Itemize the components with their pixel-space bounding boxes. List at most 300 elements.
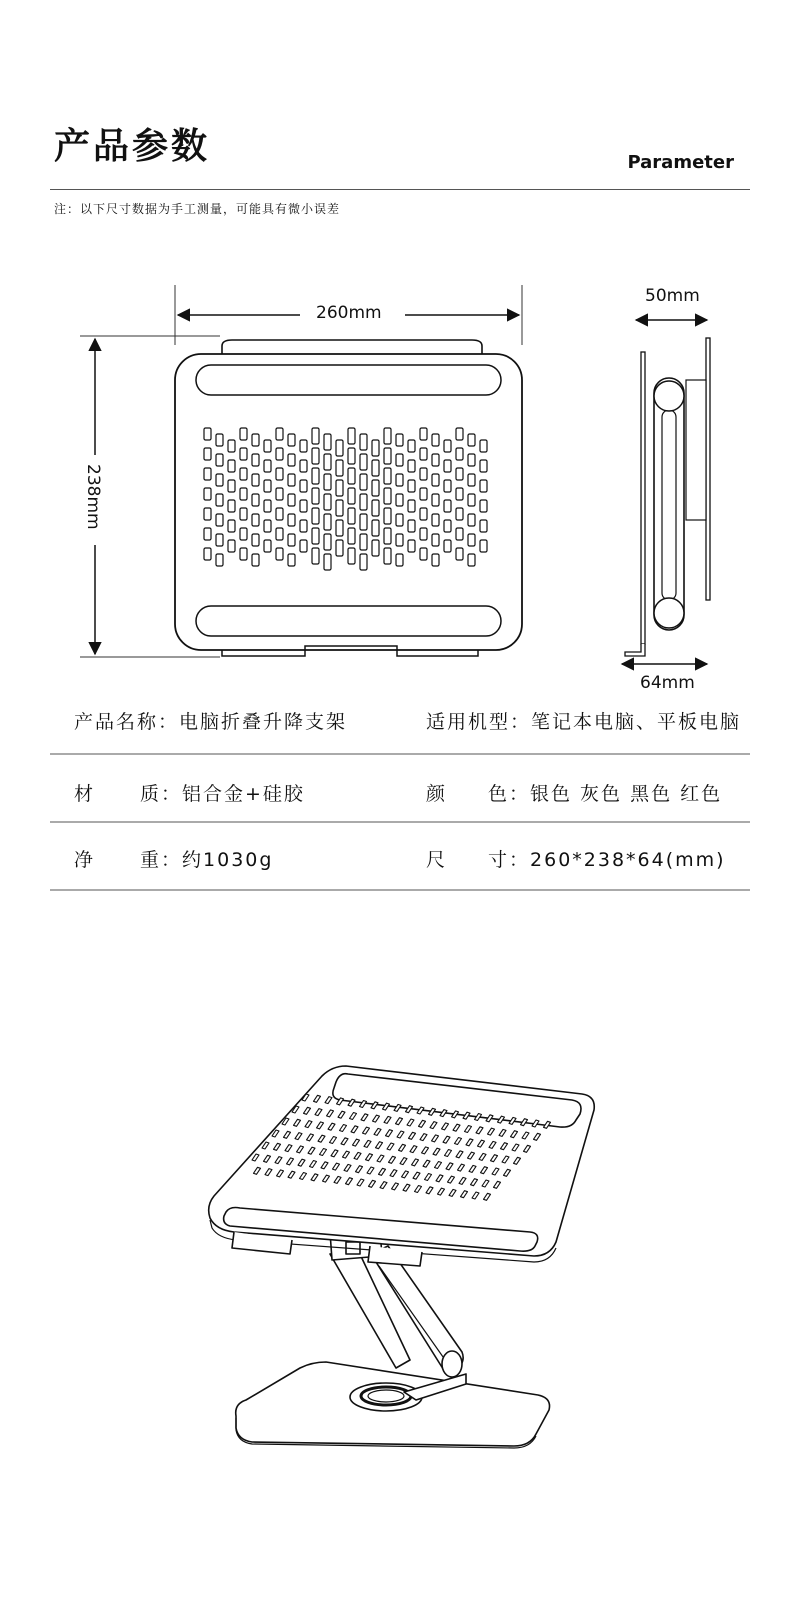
vent-hole (396, 474, 403, 486)
vent-hole (264, 440, 271, 452)
vent-hole (265, 1169, 272, 1176)
weight-label-b: 重： (140, 849, 183, 871)
vent-hole (320, 1149, 327, 1156)
weight-label-a: 净 (74, 849, 96, 871)
vent-hole (284, 1131, 291, 1138)
vent-hole (480, 520, 487, 532)
vent-hole (480, 460, 487, 472)
vent-hole (417, 1107, 424, 1114)
product-name-label: 产品名称： (74, 711, 180, 733)
vent-hole (408, 440, 415, 452)
vent-hole (348, 508, 355, 524)
vent-hole (468, 554, 475, 566)
vent-hole (336, 460, 343, 476)
vent-hole (397, 1131, 404, 1138)
vent-hole (252, 454, 259, 466)
vent-hole (372, 440, 379, 456)
vent-hole (387, 1143, 394, 1150)
vent-hole (403, 1184, 410, 1191)
vent-hole (372, 460, 379, 476)
vent-hole (386, 1130, 393, 1137)
vent-hole (377, 1155, 384, 1162)
vent-hole (396, 454, 403, 466)
vent-hole (456, 548, 463, 560)
vent-hole (408, 460, 415, 472)
vent-hole (444, 440, 451, 452)
vent-hole (480, 480, 487, 492)
vent-hole (512, 1144, 519, 1151)
vent-hole (310, 1161, 317, 1168)
vent-hole (348, 1099, 355, 1106)
vent-hole (360, 494, 367, 510)
vent-hole (216, 534, 223, 546)
vent-hole (456, 468, 463, 480)
vent-hole (372, 520, 379, 536)
compatible-models-label: 适用机型： (426, 711, 532, 733)
vent-hole (252, 474, 259, 486)
vent-hole (356, 1166, 363, 1173)
vent-hole (360, 474, 367, 490)
vent-hole (396, 534, 403, 546)
vent-hole (369, 1180, 376, 1187)
vent-hole (389, 1156, 396, 1163)
header-divider (50, 189, 750, 190)
vent-hole (492, 1168, 499, 1175)
vent-hole (240, 468, 247, 480)
vent-hole (415, 1186, 422, 1193)
vent-hole (288, 494, 295, 506)
vent-hole (438, 1188, 445, 1195)
size-row (488, 845, 726, 872)
vent-hole (420, 508, 427, 520)
vent-hole (348, 488, 355, 504)
vent-hole (534, 1133, 541, 1140)
vent-hole (292, 1106, 299, 1113)
vent-hole (544, 1121, 551, 1128)
product-name-value: 电脑折叠升降支架 (179, 711, 348, 733)
vent-hole (521, 1119, 528, 1126)
vent-hole (465, 1126, 472, 1133)
vent-hole (522, 1132, 529, 1139)
vent-hole (420, 448, 427, 460)
vent-hole (361, 1114, 368, 1121)
vent-hole (288, 454, 295, 466)
vent-hole (425, 1174, 432, 1181)
vent-hole (308, 1147, 315, 1154)
vent-hole (452, 1111, 459, 1118)
vent-hole (444, 520, 451, 532)
color-value: 银色 灰色 黑色 红色 (530, 783, 723, 805)
vent-hole (348, 448, 355, 464)
vent-hole (413, 1172, 420, 1179)
vent-hole (344, 1164, 351, 1171)
vent-hole (353, 1139, 360, 1146)
vent-hole (288, 514, 295, 526)
vent-hole (204, 508, 211, 520)
vent-hole (324, 494, 331, 510)
vent-hole (444, 480, 451, 492)
vent-hole (204, 548, 211, 560)
vent-hole (475, 1114, 482, 1121)
vent-hole (456, 488, 463, 500)
vent-hole (524, 1145, 531, 1152)
vent-hole (384, 548, 391, 564)
weight-value: 约1030g (182, 849, 274, 871)
vent-hole (432, 534, 439, 546)
vent-hole (408, 500, 415, 512)
vent-hole (336, 520, 343, 536)
vent-hole (461, 1191, 468, 1198)
vent-hole (408, 520, 415, 532)
vent-hole (216, 434, 223, 446)
vent-hole (252, 494, 259, 506)
vent-hole (240, 448, 247, 460)
vent-hole (408, 480, 415, 492)
vent-hole (456, 1151, 463, 1158)
vent-hole (350, 1113, 357, 1120)
vent-hole (312, 528, 319, 544)
color-row (488, 779, 722, 806)
vent-hole (312, 488, 319, 504)
vent-hole (392, 1183, 399, 1190)
vent-hole (312, 468, 319, 484)
vent-hole (262, 1142, 269, 1149)
vent-hole (204, 528, 211, 540)
vent-hole (371, 1102, 378, 1109)
vent-hole (252, 514, 259, 526)
vent-hole (468, 434, 475, 446)
vent-hole (396, 1118, 403, 1125)
vent-hole (312, 428, 319, 444)
vent-hole (324, 554, 331, 570)
vent-hole (337, 1098, 344, 1105)
vent-hole (448, 1176, 455, 1183)
vent-hole (494, 1181, 501, 1188)
vent-hole (264, 500, 271, 512)
vent-hole (330, 1137, 337, 1144)
vent-hole (420, 488, 427, 500)
vent-hole (399, 1144, 406, 1151)
vent-hole (432, 454, 439, 466)
vent-hole (459, 1177, 466, 1184)
vent-hole (343, 1151, 350, 1158)
vent-hole (455, 1138, 462, 1145)
vent-hole (432, 514, 439, 526)
vent-hole (312, 548, 319, 564)
vent-hole (228, 500, 235, 512)
vent-hole (341, 1138, 348, 1145)
vent-hole (357, 1179, 364, 1186)
vent-hole (468, 1152, 475, 1159)
stand-perspective-drawing (209, 1066, 595, 1448)
vent-hole (360, 434, 367, 450)
vent-hole (336, 440, 343, 456)
vent-hole (216, 514, 223, 526)
vent-hole (300, 460, 307, 472)
base-depth-dimension-label: 64mm (640, 673, 695, 693)
vent-hole (324, 514, 331, 530)
page-title: 产品参数 (54, 126, 211, 167)
vent-hole (514, 1157, 521, 1164)
vent-hole (336, 540, 343, 556)
vent-hole (456, 428, 463, 440)
vent-hole (340, 1125, 347, 1132)
vent-hole (366, 1154, 373, 1161)
vent-hole (276, 468, 283, 480)
vent-hole (409, 1132, 416, 1139)
vent-hole (294, 1119, 301, 1126)
vent-hole (390, 1170, 397, 1177)
material-label-b: 质： (140, 783, 183, 805)
vent-hole (360, 514, 367, 530)
size-value: 260*238*64(mm) (530, 849, 726, 871)
vent-hole (430, 1122, 437, 1129)
vent-hole (274, 1143, 281, 1150)
vent-hole (384, 528, 391, 544)
vent-hole (486, 1115, 493, 1122)
vent-hole (228, 440, 235, 452)
vent-hole (383, 1103, 390, 1110)
vent-hole (435, 1162, 442, 1169)
vent-hole (444, 500, 451, 512)
vent-hole (504, 1169, 511, 1176)
vent-hole (240, 488, 247, 500)
vent-hole (445, 1150, 452, 1157)
vent-hole (364, 1140, 371, 1147)
vent-hole (288, 534, 295, 546)
vent-hole (372, 480, 379, 496)
vent-hole (432, 494, 439, 506)
vent-hole (408, 540, 415, 552)
vent-hole (240, 548, 247, 560)
vent-hole (228, 460, 235, 472)
vent-hole (288, 474, 295, 486)
page-subtitle: Parameter (627, 152, 734, 173)
vent-hole (456, 528, 463, 540)
vent-hole (276, 488, 283, 500)
vent-hole (272, 1130, 279, 1137)
vent-hole (276, 508, 283, 520)
compatible-models-value: 笔记本电脑、平板电脑 (531, 711, 742, 733)
vent-hole (252, 554, 259, 566)
vent-hole (480, 500, 487, 512)
vent-hole (252, 434, 259, 446)
vent-hole (276, 548, 283, 560)
vent-hole (478, 1140, 485, 1147)
vent-hole (484, 1193, 491, 1200)
vent-hole (480, 540, 487, 552)
vent-hole (323, 1175, 330, 1182)
vent-hole (288, 1171, 295, 1178)
vent-hole (379, 1168, 386, 1175)
vent-hole (432, 474, 439, 486)
vent-hole (252, 1154, 259, 1161)
vent-hole (324, 534, 331, 550)
vent-hole (252, 534, 259, 546)
vent-hole (363, 1127, 370, 1134)
vent-hole (307, 1134, 314, 1141)
vent-hole (285, 1145, 292, 1152)
vent-hole (360, 1101, 367, 1108)
vent-hole (314, 1095, 321, 1102)
vent-hole (443, 1136, 450, 1143)
product-name-row (74, 707, 347, 734)
vent-hole (509, 1117, 516, 1124)
vent-hole (295, 1133, 302, 1140)
compatible-models-row (426, 707, 741, 734)
material-row (140, 779, 305, 806)
vent-hole (449, 1189, 456, 1196)
vent-hole (489, 1141, 496, 1148)
vent-hole (318, 1135, 325, 1142)
vent-hole (432, 1135, 439, 1142)
vent-hole (333, 1163, 340, 1170)
vent-hole (380, 1182, 387, 1189)
vent-hole (351, 1126, 358, 1133)
vent-hole (432, 434, 439, 446)
vent-hole (367, 1167, 374, 1174)
vent-hole (300, 480, 307, 492)
vent-hole (264, 460, 271, 472)
vent-hole (300, 440, 307, 452)
vent-hole (264, 1155, 271, 1162)
vent-hole (384, 508, 391, 524)
vent-hole (420, 548, 427, 560)
vent-hole (444, 540, 451, 552)
vent-hole (374, 1128, 381, 1135)
vent-hole (216, 554, 223, 566)
vent-hole (275, 1157, 282, 1164)
vent-hole (277, 1170, 284, 1177)
vent-hole (406, 1106, 413, 1113)
vent-hole (453, 1124, 460, 1131)
width-dimension-label: 260mm (316, 303, 382, 323)
vent-hole (315, 1109, 322, 1116)
vent-hole (348, 548, 355, 564)
color-label-b: 色： (488, 783, 531, 805)
material-label-a: 材 (74, 783, 96, 805)
vent-hole (204, 448, 211, 460)
vent-hole (419, 1120, 426, 1127)
vent-hole (469, 1165, 476, 1172)
vent-hole (336, 500, 343, 516)
vent-hole (394, 1104, 401, 1111)
vent-hole (240, 508, 247, 520)
vent-hole (276, 428, 283, 440)
vent-hole (216, 494, 223, 506)
vent-hole (360, 554, 367, 570)
vent-hole (287, 1158, 294, 1165)
vent-hole (442, 1123, 449, 1130)
vent-hole (327, 1110, 334, 1117)
vent-hole (396, 434, 403, 446)
vent-hole (384, 1116, 391, 1123)
vent-hole (216, 454, 223, 466)
vent-hole (499, 1129, 506, 1136)
vent-hole (298, 1159, 305, 1166)
vent-hole (360, 454, 367, 470)
vent-hole (372, 540, 379, 556)
vent-hole (468, 494, 475, 506)
vent-hole (446, 1163, 453, 1170)
vent-hole (348, 468, 355, 484)
vent-hole (311, 1174, 318, 1181)
vent-hole (420, 528, 427, 540)
vent-hole (336, 480, 343, 496)
vent-hole (468, 534, 475, 546)
vent-hole (433, 1148, 440, 1155)
vent-hole (204, 428, 211, 440)
vent-hole (476, 1127, 483, 1134)
vent-hole (384, 428, 391, 444)
vent-hole (501, 1143, 508, 1150)
vent-hole (396, 494, 403, 506)
vent-hole (463, 1112, 470, 1119)
vent-hole (276, 448, 283, 460)
vent-hole (471, 1179, 478, 1186)
vent-hole (432, 554, 439, 566)
vent-hole (372, 500, 379, 516)
vent-hole (407, 1119, 414, 1126)
vent-hole (466, 1139, 473, 1146)
vent-hole (324, 434, 331, 450)
vent-hole (480, 440, 487, 452)
size-label-b: 寸： (488, 849, 531, 871)
vent-hole (346, 1178, 353, 1185)
vent-hole (458, 1164, 465, 1171)
vent-hole (488, 1128, 495, 1135)
vent-hole (456, 448, 463, 460)
vent-hole (479, 1153, 486, 1160)
vent-hole (282, 1118, 289, 1125)
vent-hole (300, 500, 307, 512)
vent-hole (297, 1146, 304, 1153)
vent-hole (456, 508, 463, 520)
vent-hole (436, 1175, 443, 1182)
vent-hole (300, 520, 307, 532)
vent-hole (264, 540, 271, 552)
vent-hole (204, 488, 211, 500)
size-label-a: 尺 (426, 849, 448, 871)
vent-hole (400, 1158, 407, 1165)
vent-hole (532, 1120, 539, 1127)
vent-hole (324, 454, 331, 470)
thickness-dimension-label: 50mm (645, 286, 700, 306)
vent-hole (481, 1167, 488, 1174)
vent-hole (324, 474, 331, 490)
vent-hole (334, 1176, 341, 1183)
vent-hole (468, 514, 475, 526)
vent-hole (511, 1131, 518, 1138)
vent-hole (376, 1142, 383, 1149)
material-value: 铝合金+硅胶 (182, 783, 305, 805)
vent-hole (468, 454, 475, 466)
vent-hole (228, 480, 235, 492)
vent-hole (240, 528, 247, 540)
vent-hole (410, 1146, 417, 1153)
vent-hole (216, 474, 223, 486)
vent-hole (264, 480, 271, 492)
vent-hole (468, 474, 475, 486)
vent-hole (288, 434, 295, 446)
vent-hole (312, 448, 319, 464)
vent-hole (429, 1108, 436, 1115)
vent-hole (302, 1094, 309, 1101)
vent-hole (276, 528, 283, 540)
vent-hole (396, 554, 403, 566)
vent-hole (491, 1155, 498, 1162)
vent-hole (300, 540, 307, 552)
